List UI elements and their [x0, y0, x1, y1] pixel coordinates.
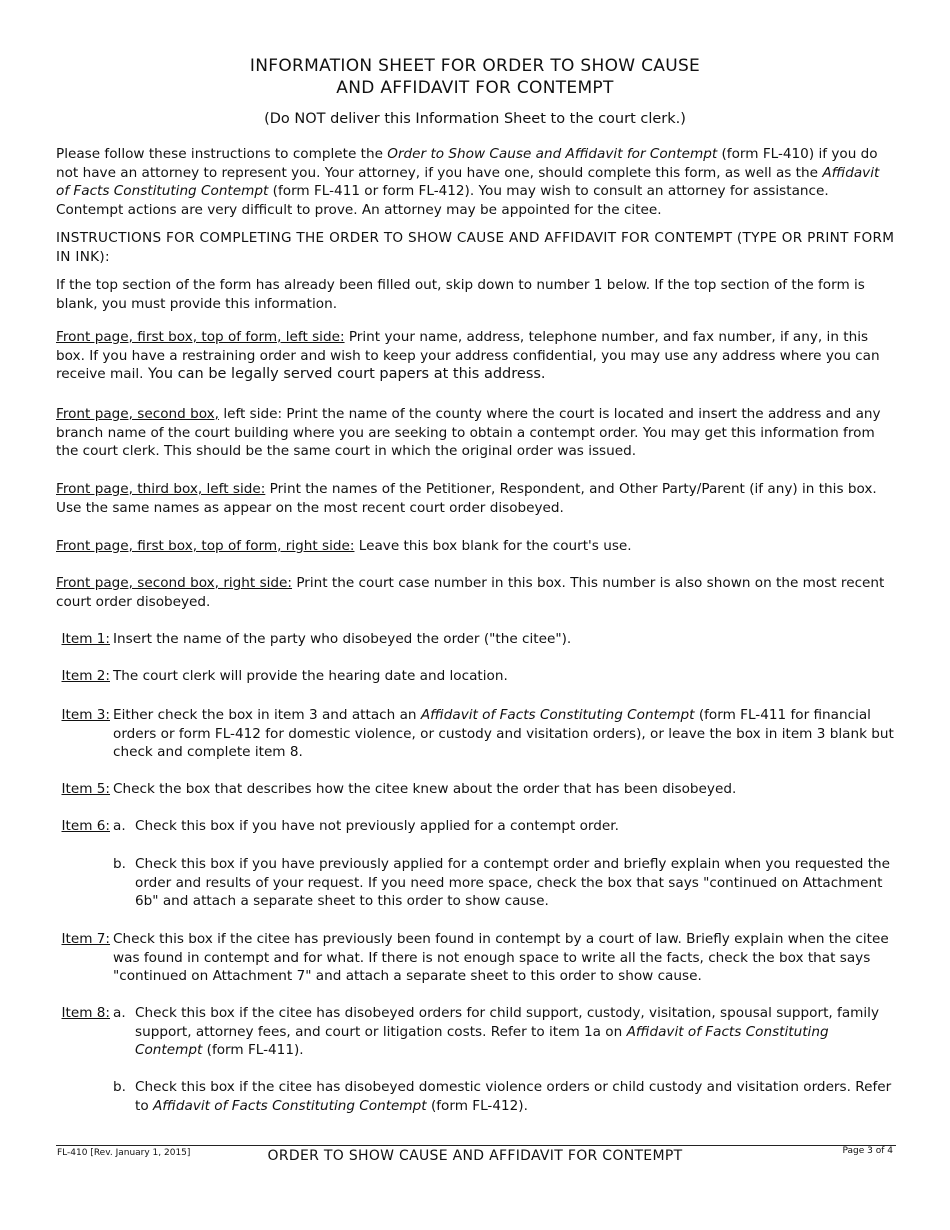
item-text-part: Check this box if the citee has disobeyed domestic violence orders or child custody and visitation orders. Refer to [135, 1079, 892, 1114]
item-text-part: Check this box if the citee has disobeyed orders for child support, custody, visitation, spousal support, family support, attorney fees, and court or litigation costs. Refer to item 1a on [135, 1005, 879, 1040]
item-text: Insert the name of the party who disobeyed the order ("the citee"). [113, 631, 572, 647]
item-text-part: (form FL-412). [426, 1097, 528, 1114]
item-6b [56, 855, 896, 913]
title-line-2: AND AFFIDAVIT FOR CONTEMPT [336, 78, 614, 98]
intro-affidavit-title: Affidavit of Facts Constituting Contempt [56, 164, 880, 200]
subitem-marker: b. [113, 1079, 126, 1095]
section-first-box-right [56, 537, 896, 556]
item-1 [56, 630, 896, 650]
section-label: Front page, first box, top of form, left side: [56, 329, 345, 345]
item-text: The court clerk will provide the hearing date and location. [113, 668, 508, 684]
section-text: Print your name, address, telephone number, and fax number, if any, in this box. If you have a restraining order and wish to keep your address confidential, you may use any address where you can receive mail. [56, 329, 880, 383]
item-affidavit-title: Affidavit of Facts Constituting Contempt [135, 1023, 829, 1059]
item-label: Item 1: [61, 631, 110, 647]
item-text-part: (form FL-411). [202, 1042, 304, 1059]
footer-title: ORDER TO SHOW CAUSE AND AFFIDAVIT FOR CONTEMPT [267, 1148, 683, 1164]
item-text: Check this box if you have previously applied for a contempt order and briefly explain when you requested the order and results of your request. If you need more space, check the box that says "continued on Attachment 6b" and attach a separate sheet to this order to show cause. [135, 856, 891, 910]
item-3 [56, 706, 896, 764]
item-affidavit-title: Affidavit of Facts Constituting Contempt [152, 1097, 427, 1114]
title-line-1: INFORMATION SHEET FOR ORDER TO SHOW CAUSE [249, 56, 701, 76]
item-text: Check this box if you have not previously applied for a contempt order. [135, 818, 619, 834]
subitem-marker: a. [113, 818, 126, 834]
item-label: Item 2: [61, 668, 110, 684]
item-label: Item 7: [61, 931, 110, 947]
intro-form-title: Order to Show Cause and Affidavit for Contempt [387, 146, 718, 162]
intro-paragraph [56, 145, 896, 219]
item-5 [56, 780, 896, 800]
section-label: Front page, first box, top of form, right side: [56, 538, 355, 554]
intro-text-1: Please follow these instructions to complete the [56, 146, 388, 162]
intro-text-2: (form FL-410) if you do not have an attorney to represent you. Your attorney, if you have one, should complete this form, as well as the [56, 146, 878, 181]
section-first-box-left [56, 328, 896, 384]
item-text: Check the box that describes how the citee knew about the order that has been disobeyed. [113, 781, 737, 797]
item-label: Item 6: [61, 818, 110, 834]
section-second-box-right [56, 574, 896, 611]
item-text-part: (form FL-411 for financial orders or form FL-412 for domestic violence, or custody and visitation orders), or leave the box in item 3 blank but check and complete item 8. [113, 707, 894, 761]
top-section-paragraph: If the top section of the form has already been filled out, skip down to number 1 below. If the top section of the form is blank, you must provide this information. [56, 277, 865, 312]
section-text: Print the names of the Petitioner, Respondent, and Other Party/Parent (if any) in this box. Use the same names as appear on the most recent court order disobeyed. [56, 481, 877, 516]
instructions-heading: INSTRUCTIONS FOR COMPLETING THE ORDER TO SHOW CAUSE AND AFFIDAVIT FOR CONTEMPT (TYPE OR PRINT FORM IN INK): [56, 230, 895, 265]
item-7 [56, 930, 896, 988]
subtitle: (Do NOT deliver this Information Sheet to the court clerk.) [264, 111, 686, 127]
item-8b [56, 1078, 896, 1118]
item-8a [56, 1004, 896, 1062]
section-third-box-left [56, 480, 896, 517]
footer-form-id: FL-410 [Rev. January 1, 2015] [57, 1148, 191, 1158]
item-text [135, 1004, 896, 1060]
item-label: Item 8: [61, 1005, 110, 1021]
section-text: Leave this box blank for the court's use. [354, 538, 632, 554]
item-text-part: Either check the box in item 3 and attach an [113, 707, 421, 723]
intro-text-3: (form FL-411 or form FL-412). You may wish to consult an attorney for assistance. Contempt actions are very difficult to prove. An attorney may be appointed for the citee. [56, 183, 829, 218]
footer-divider [56, 1145, 896, 1146]
subitem-marker: b. [113, 856, 126, 872]
section-label: Front page, second box, [56, 406, 219, 422]
section-second-box-left [56, 405, 896, 461]
section-text: left side: Print the name of the county where the court is located and insert the address and any branch name of the court building where you are seeking to obtain a contempt order. You may get this information from the court clerk. This should be the same court in which the original order was issued. [56, 406, 881, 460]
item-affidavit-title: Affidavit of Facts Constituting Contempt [420, 707, 695, 723]
item-text [113, 706, 896, 762]
section-text-extra: You can be legally served court papers at this address. [143, 366, 546, 383]
section-text: Print the court case number in this box. This number is also shown on the most recent court order disobeyed. [56, 575, 885, 610]
subitem-marker: a. [113, 1005, 126, 1021]
item-label: Item 5: [61, 781, 110, 797]
item-6a [56, 817, 896, 837]
footer-page-number: Page 3 of 4 [842, 1146, 893, 1156]
section-label: Front page, third box, left side: [56, 481, 266, 497]
item-label: Item 3: [61, 707, 110, 723]
item-2 [56, 667, 896, 687]
section-label: Front page, second box, right side: [56, 575, 293, 591]
item-text [135, 1078, 896, 1115]
item-text: Check this box if the citee has previously been found in contempt by a court of law. Briefly explain when the citee was found in contempt and for what. If there is not enough space to write all the facts, check the box that says "continued on Attachment 7" and attach a separate sheet to this order to show cause. [113, 931, 889, 985]
